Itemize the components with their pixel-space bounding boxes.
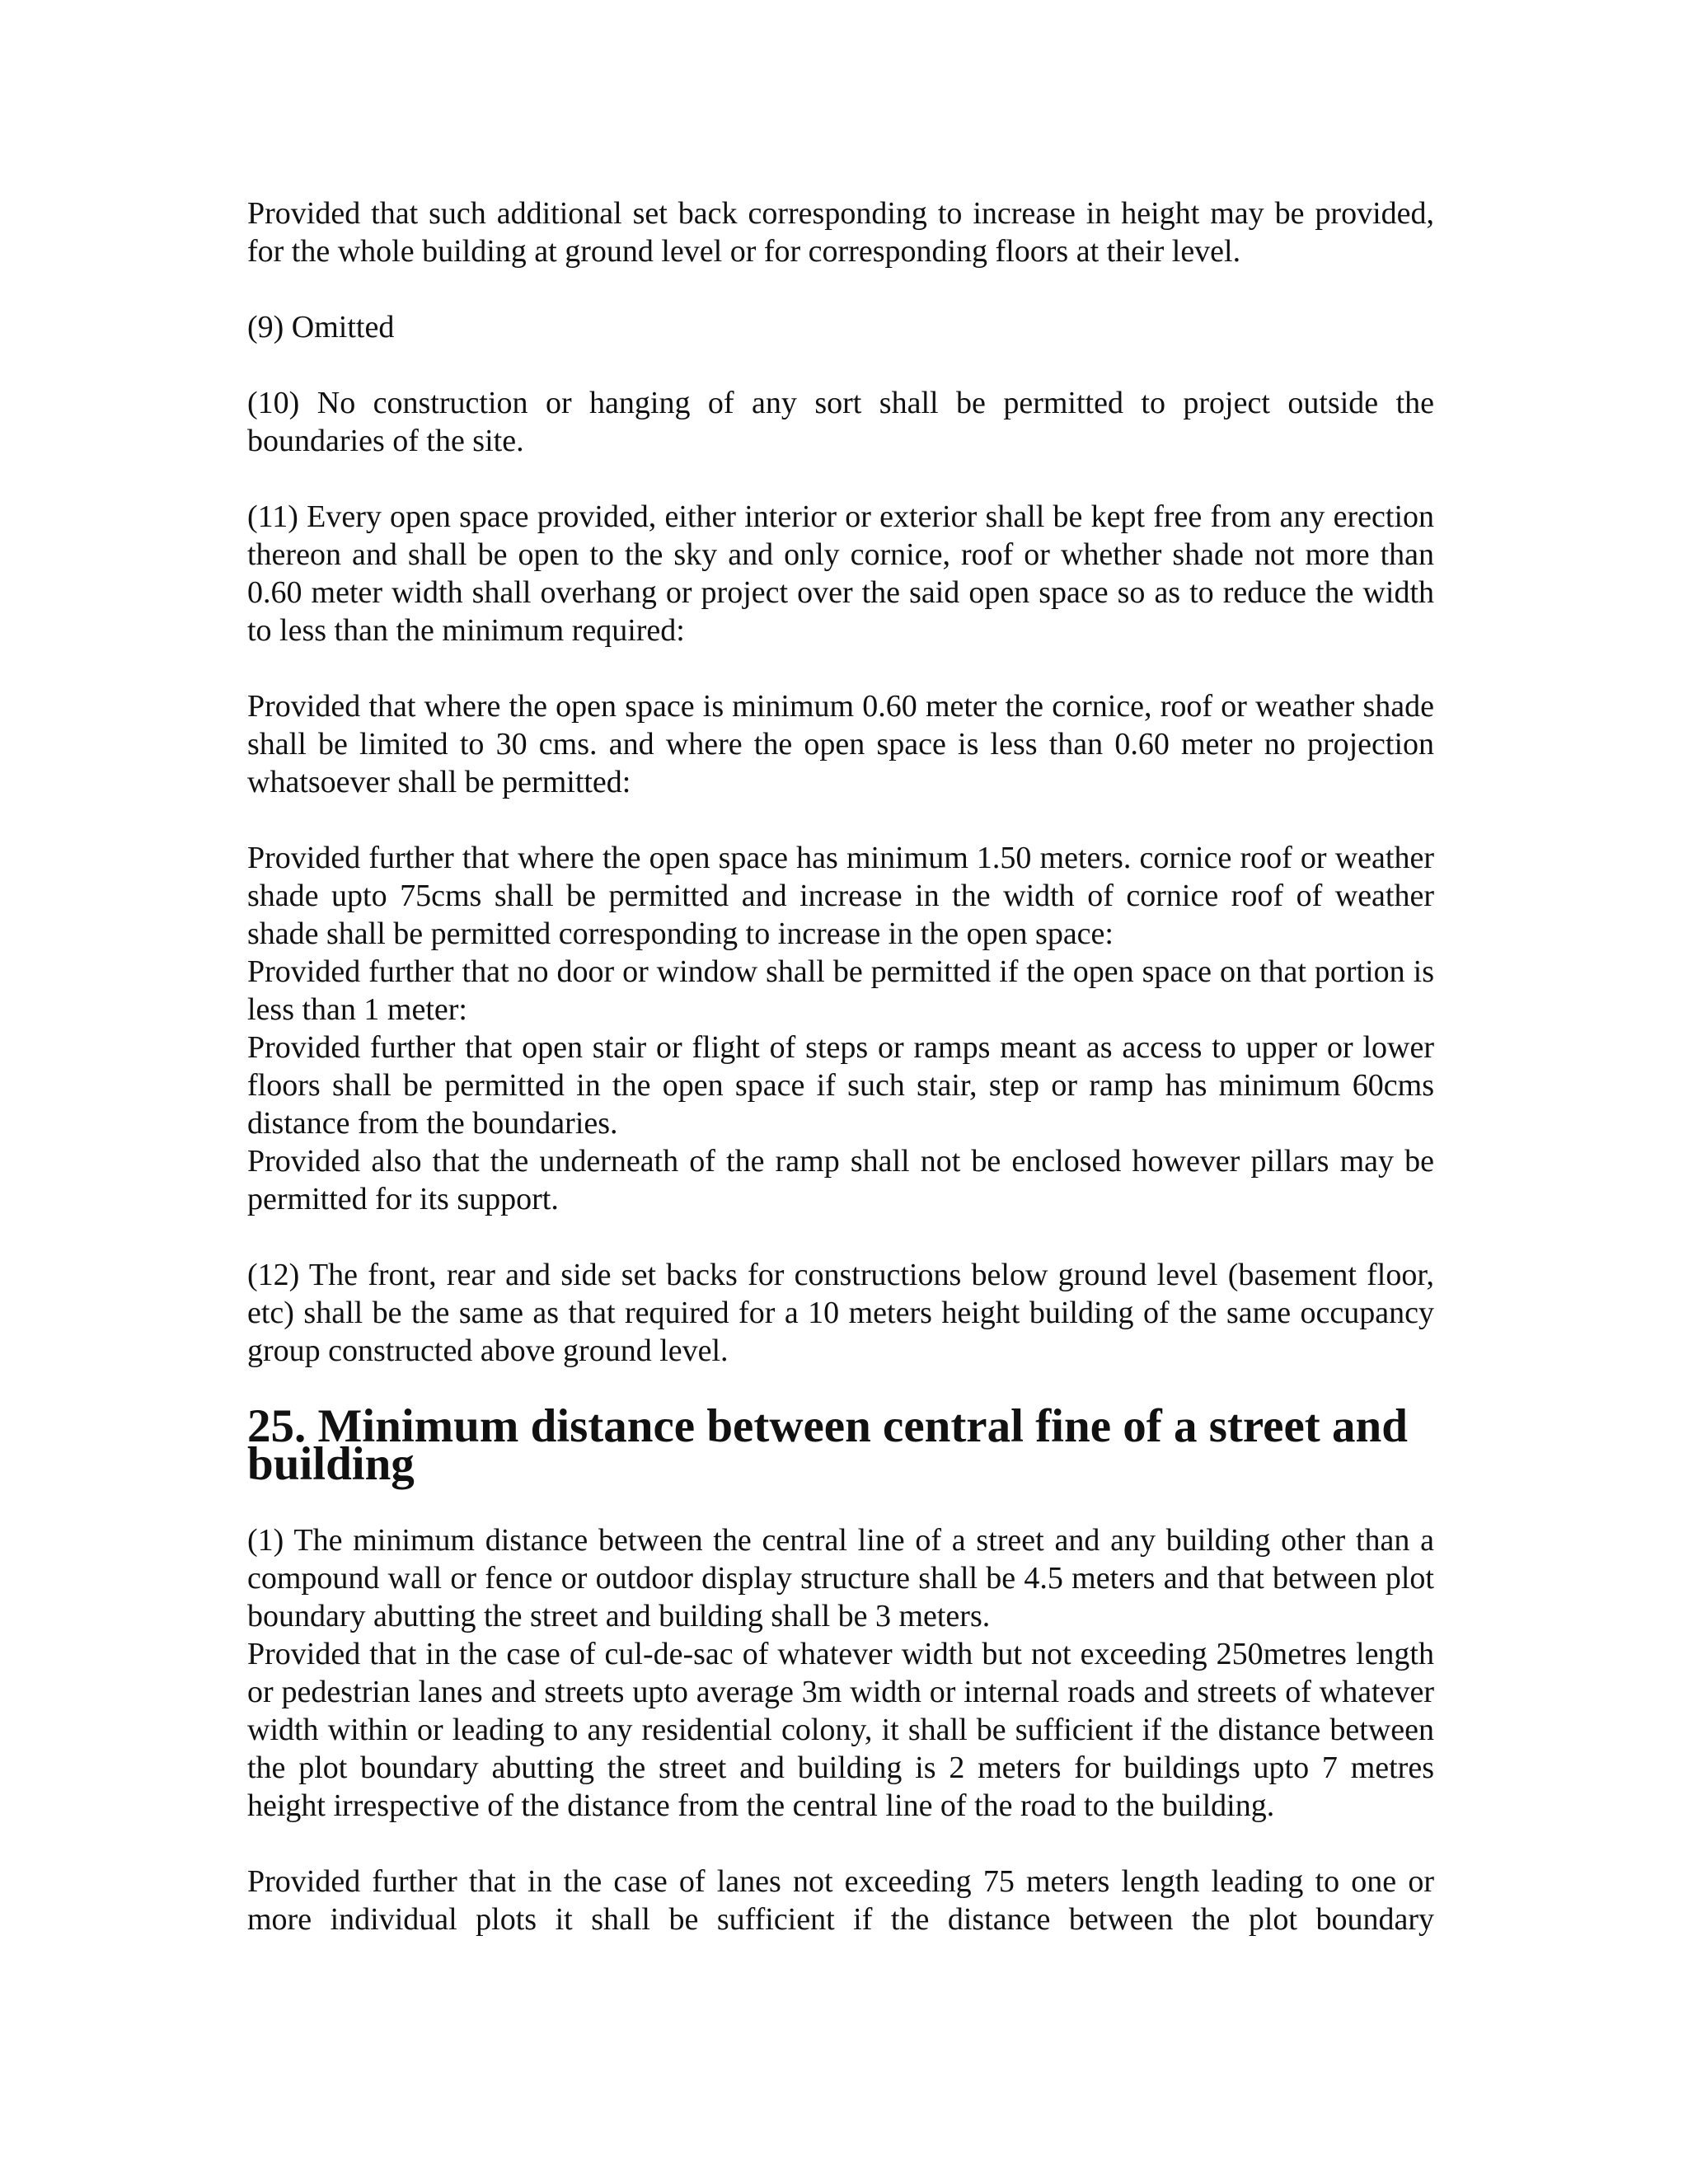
- document-page: [247, 194, 1434, 1938]
- section-heading-25: 25. Minimum distance between central fine of a street and building: [247, 1400, 1408, 1490]
- paragraph-setback-proviso: Provided that such additional set back corresponding to increase in height may be provided, for the whole building at ground level or for corresponding floors at their level.: [247, 196, 1434, 269]
- paragraph-clause-12: (12) The front, rear and side set backs for constructions below ground level (basement floor, etc) shall be the same as that required for a 10 meters height building of the same occupancy group constructed above ground level.: [247, 1258, 1434, 1368]
- paragraph-proviso-stairs: Provided further that open stair or flight of steps or ramps meant as access to upper or lower floors shall be permitted in the open space if such stair, step or ramp has minimum 60cms distance from the boundaries.: [247, 1030, 1434, 1141]
- paragraph-clause-9: (9) Omitted: [247, 310, 395, 344]
- paragraph-proviso-ramp: Provided also that the underneath of the ramp shall not be enclosed however pillars may be permitted for its support.: [247, 1144, 1434, 1216]
- paragraph-proviso-door-window: Provided further that no door or window shall be permitted if the open space on that portion is less than 1 meter:: [247, 954, 1434, 1027]
- paragraph-proviso-cornice: Provided that where the open space is minimum 0.60 meter the cornice, roof or weather shade shall be limited to 30 cms. and where the open space is less than 0.60 meter no projection whatsoever shall be permitted:: [247, 689, 1434, 799]
- paragraph-clause-10: (10) No construction or hanging of any sort shall be permitted to project outside the boundaries of the site.: [247, 386, 1434, 458]
- paragraph-proviso-weather-shade: Provided further that where the open space has minimum 1.50 meters. cornice roof or weather shade upto 75cms shall be permitted and increase in the width of cornice roof of weather shade shall be permitted corresponding to increase in the open space:: [247, 841, 1434, 951]
- paragraph-clause-11: (11) Every open space provided, either interior or exterior shall be kept free from any erection thereon and shall be open to the sky and only cornice, roof or whether shade not more than 0.60 meter width shall overhang or project over the said open space so as to reduce the width to less than the minimum required:: [247, 499, 1434, 648]
- paragraph-proviso-cul-de-sac: Provided that in the case of cul-de-sac of whatever width but not exceeding 250metres length or pedestrian lanes and streets upto average 3m width or internal roads and streets of whatever width within or leading to any residential colony, it shall be sufficient if the distance between the plot boundary abutting the street and building is 2 meters for buildings upto 7 metres height irrespective of the distance from the central line of the road to the building.: [247, 1637, 1434, 1823]
- paragraph-proviso-lanes: Provided further that in the case of lanes not exceeding 75 meters length leading to one or more individual plots it shall be sufficient if the distance between the plot boundary: [247, 1864, 1434, 1937]
- paragraph-section-25-clause-1: (1) The minimum distance between the central line of a street and any building other than a compound wall or fence or outdoor display structure shall be 4.5 meters and that between plot boundary abutting the street and building shall be 3 meters.: [247, 1523, 1434, 1633]
